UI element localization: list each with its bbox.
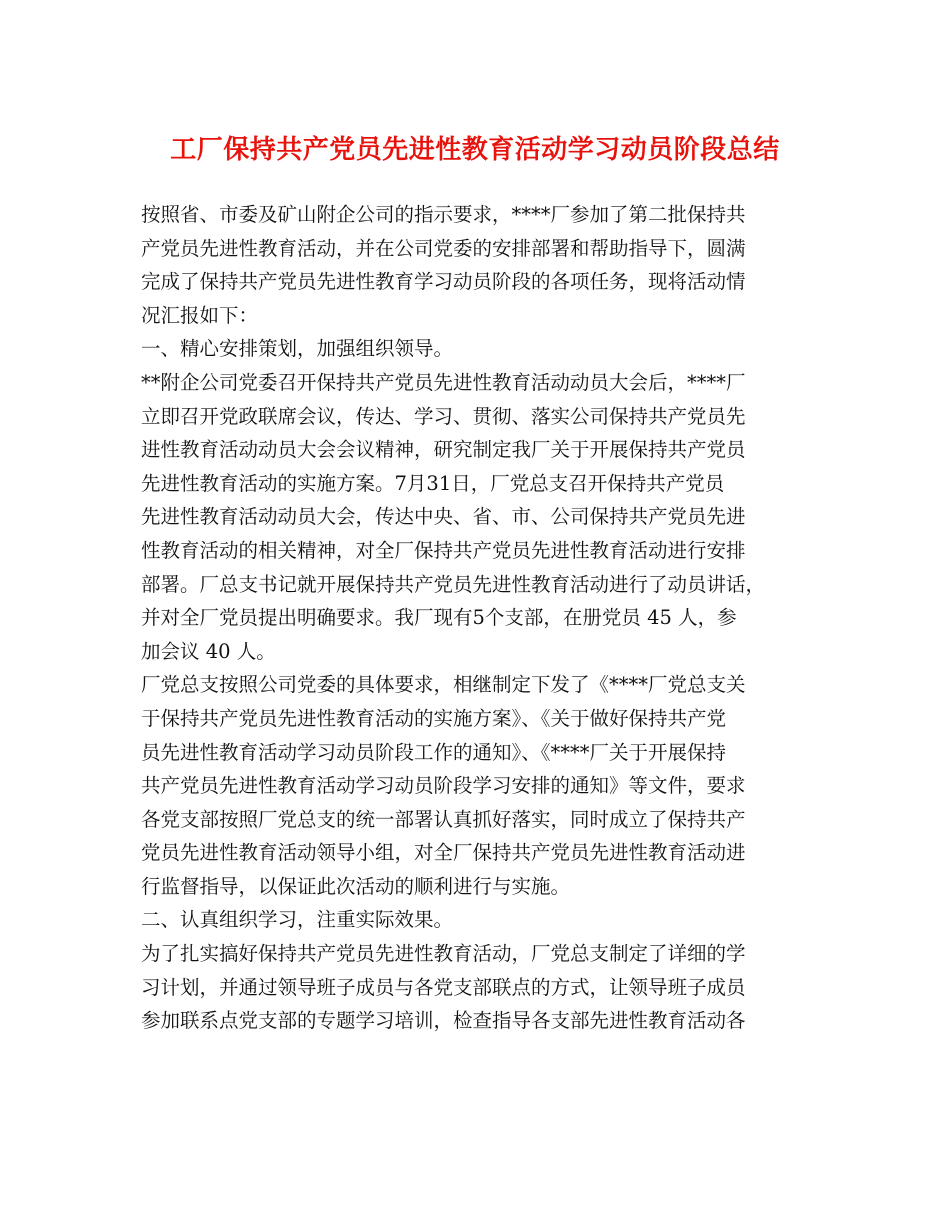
body-line: 于保持共产党员先进性教育活动的实施方案》、《关于做好保持共产党 bbox=[141, 706, 727, 730]
body-line: 先进性教育活动的实施方案。7月31日，厂党总支召开保持共产党员 bbox=[141, 471, 725, 495]
body-line: 厂党总支按照公司党委的具体要求，相继制定下发了《****厂党总支关 bbox=[141, 673, 746, 697]
body-line: 党员先进性教育活动领导小组，对全厂保持共产党员先进性教育活动进 bbox=[141, 841, 746, 865]
body-line: 完成了保持共产党员先进性教育学习动员阶段的各项任务，现将活动情 bbox=[141, 270, 746, 294]
body-line: 性教育活动的相关精神，对全厂保持共产党员先进性教育活动进行安排 bbox=[141, 538, 746, 562]
body-line: 加会议 40 人。 bbox=[141, 639, 276, 663]
document-body bbox=[141, 198, 841, 1038]
body-line: 况汇报如下： bbox=[141, 303, 259, 327]
body-line: 行监督指导，以保证此次活动的顺利进行与实施。 bbox=[141, 874, 571, 898]
body-line: 参加联系点党支部的专题学习培训，检查指导各支部先进性教育活动各 bbox=[141, 1009, 746, 1033]
body-line: 并对全厂党员提出明确要求。我厂现有5个支部，在册党员 45 人，参 bbox=[141, 606, 737, 630]
body-line: 立即召开党政联席会议，传达、学习、贯彻、落实公司保持共产党员先 bbox=[141, 404, 746, 428]
body-line: 按照省、市委及矿山附企公司的指示要求，****厂参加了第二批保持共 bbox=[141, 203, 746, 226]
body-line: 进性教育活动动员大会会议精神，研究制定我厂关于开展保持共产党员 bbox=[141, 438, 746, 462]
body-line: **附企公司党委召开保持共产党员先进性教育活动动员大会后，****厂 bbox=[141, 370, 746, 394]
body-line: 各党支部按照厂党总支的统一部署认真抓好落实，同时成立了保持共产 bbox=[141, 807, 746, 831]
document-title: 工厂保持共产党员先进性教育活动学习动员阶段总结 bbox=[170, 135, 780, 165]
body-line: 为了扎实搞好保持共产党员先进性教育活动，厂党总支制定了详细的学 bbox=[141, 942, 746, 966]
body-line: 习计划，并通过领导班子成员与各党支部联点的方式，让领导班子成员 bbox=[141, 975, 746, 999]
body-line: 先进性教育活动动员大会，传达中央、省、市、公司保持共产党员先进 bbox=[141, 505, 746, 529]
body-line: 产党员先进性教育活动，并在公司党委的安排部署和帮助指导下，圆满 bbox=[141, 236, 746, 260]
body-line: 员先进性教育活动学习动员阶段工作的通知》、《****厂关于开展保持 bbox=[141, 740, 727, 764]
body-line: 部署。厂总支书记就开展保持共产党员先进性教育活动进行了动员讲话， bbox=[141, 572, 766, 596]
body-line: 共产党员先进性教育活动学习动员阶段学习安排的通知》等文件，要求 bbox=[141, 774, 746, 798]
section-heading-2: 二、认真组织学习，注重实际效果。 bbox=[141, 908, 454, 932]
section-heading-1: 一、精心安排策划，加强组织领导。 bbox=[141, 337, 454, 361]
